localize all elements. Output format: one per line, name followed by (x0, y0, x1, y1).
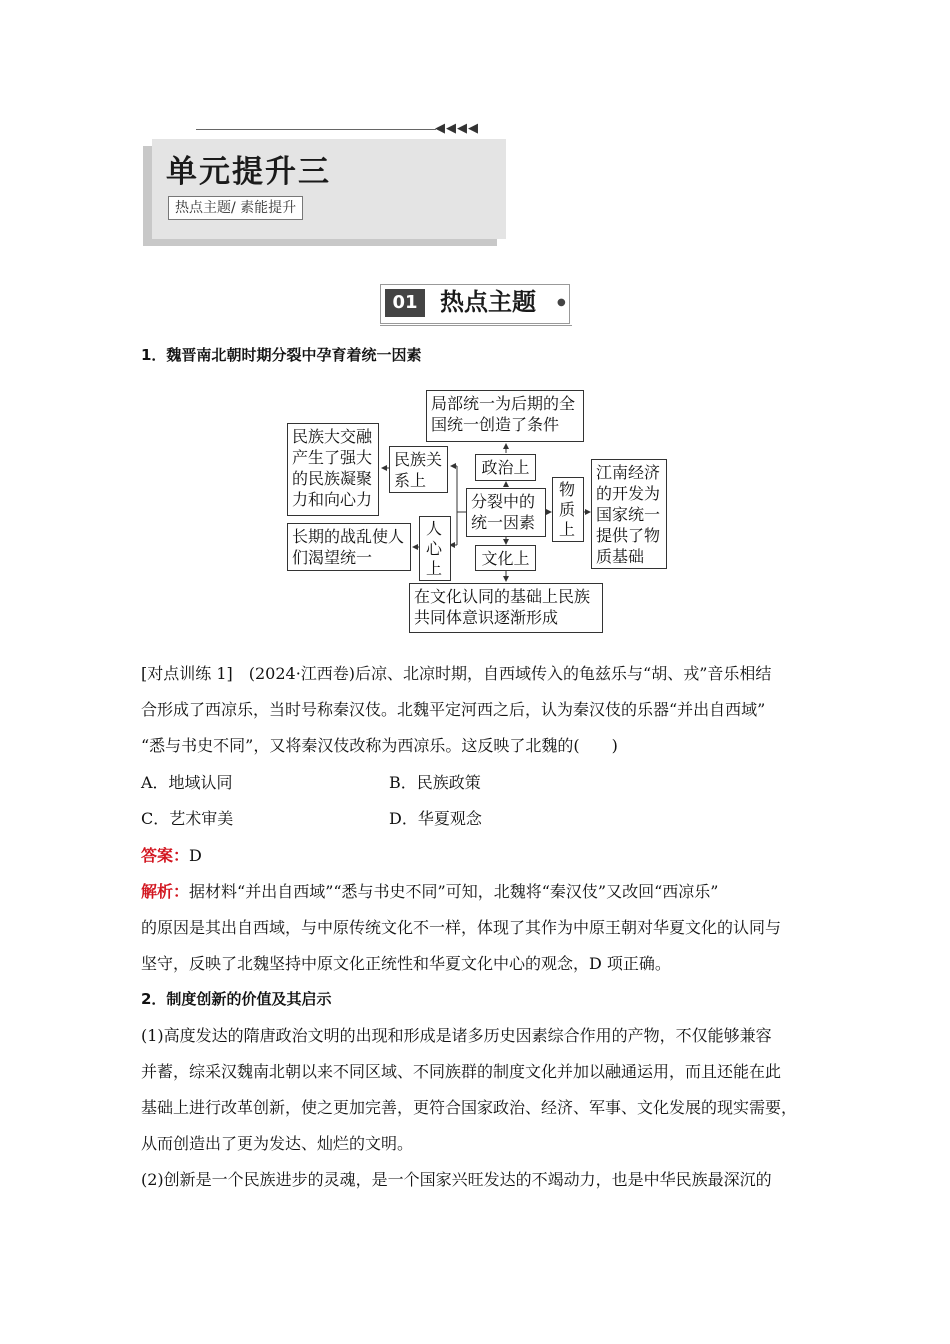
exercise-line-3: “悉与书史不同”，又将秦汉伎改称为西凉乐。这反映了北魏的( ) (141, 736, 618, 755)
diagram-box-center: 分裂中的统一因素 (466, 488, 546, 537)
diagram-box-culture: 文化上 (475, 545, 536, 571)
diagram-box-material: 物质上 (552, 477, 584, 542)
analysis-line-3: 坚守，反映了北魏坚持中原文化正统性和华夏文化中心的观念，D 项正确。 (141, 954, 671, 973)
option-b: B．民族政策 (389, 773, 481, 792)
diagram-box-ethnic: 民族关系上 (389, 446, 448, 493)
diagram-box-hearts: 人心上 (419, 516, 451, 581)
section-number: 01 (385, 289, 425, 317)
answer-value: D (189, 846, 202, 865)
topic2-p1-line-4: 从而创造出了更为发达、灿烂的文明。 (141, 1134, 414, 1153)
exercise-line-2: 合形成了西凉乐，当时号称秦汉伎。北魏平定河西之后，认为秦汉伎的乐器“并出自西域” (141, 700, 766, 719)
unit-title: 单元提升三 (166, 154, 331, 190)
diagram-box-left-bottom: 长期的战乱使人们渴望统一 (287, 523, 411, 571)
analysis-line-2: 的原因是其出自西域，与中原传统文化不一样，体现了其作为中原王朝对华夏文化的认同与 (141, 918, 782, 937)
topic2-heading: 2．制度创新的价值及其启示 (141, 990, 332, 1008)
unit-subtitle: 热点主题/ 素能提升 (168, 196, 303, 220)
topic2-p1-line-1: (1)高度发达的隋唐政治文明的出现和形成是诸多历史因素综合作用的产物，不仅能够兼容 (141, 1026, 772, 1045)
analysis-label: 解析： (141, 882, 190, 901)
topic2-p1-line-3: 基础上进行改革创新，使之更加完善，更符合国家政治、经济、军事、文化发展的现实需要， (141, 1098, 798, 1117)
option-a: A．地域认同 (141, 773, 233, 792)
analysis-text-1: 据材料“并出自西域”“悉与书史不同”可知，北魏将“秦汉伎”又改回“西凉乐” (189, 882, 719, 901)
answer-label: 答案： (141, 846, 190, 865)
exercise-line-1: [对点训练 1] (2024·江西卷)后凉、北凉时期，自西域传入的龟兹乐与“胡、戎”音乐相结 (141, 664, 772, 683)
diagram-box-left-top: 民族大交融产生了强大的民族凝聚力和向心力 (287, 423, 379, 516)
diagram-box-politics: 政治上 (475, 454, 536, 481)
topic1-heading: 1．魏晋南北朝时期分裂中孕育着统一因素 (141, 346, 422, 364)
diagram-box-bottom: 在文化认同的基础上民族共同体意识逐渐形成 (409, 583, 603, 633)
option-d: D．华夏观念 (389, 809, 482, 828)
topic2-p2-line-1: (2)创新是一个民族进步的灵魂，是一个国家兴旺发达的不竭动力，也是中华民族最深沉的 (141, 1170, 772, 1189)
option-c: C．艺术审美 (141, 809, 234, 828)
section-dot-icon: ● (557, 297, 566, 308)
banner-arrows-icon: ◀◀◀◀ (435, 121, 479, 136)
topic2-p1-line-2: 并蓄，综采汉魏南北朝以来不同区域、不同族群的制度文化并加以融通运用，而且还能在此 (141, 1062, 782, 1081)
diagram-box-top: 局部统一为后期的全国统一创造了条件 (426, 390, 584, 442)
section-title: 热点主题 (440, 288, 536, 316)
diagram-box-right: 江南经济的开发为国家统一提供了物质基础 (591, 459, 667, 569)
answer-line (141, 845, 202, 867)
analysis-line-1 (141, 881, 718, 903)
